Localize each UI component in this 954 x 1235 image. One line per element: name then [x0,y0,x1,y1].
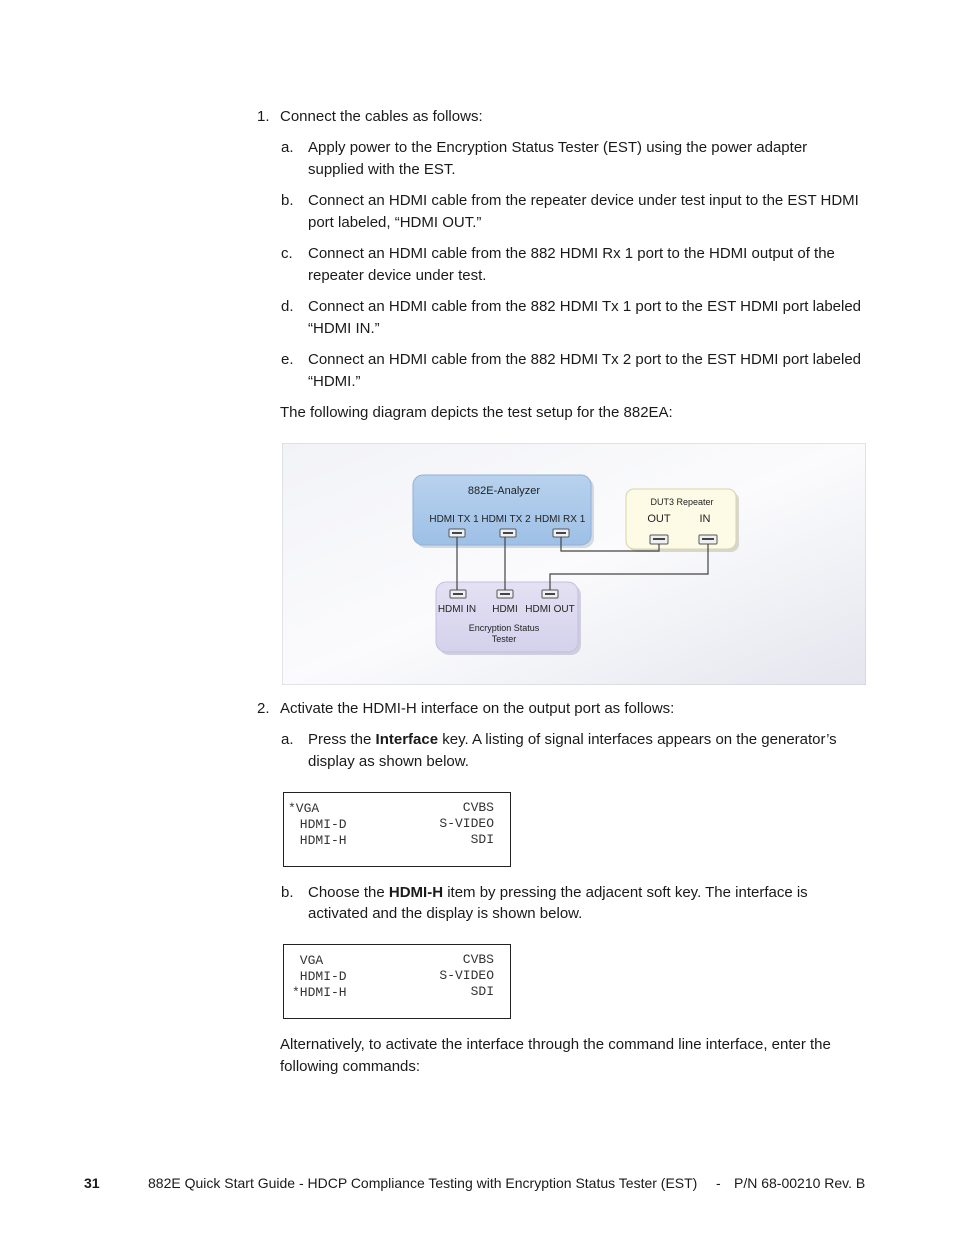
display-item: SDI [470,832,494,847]
alternative-text: Alternatively, to activate the interface through the command line interface, enter the [280,1036,831,1053]
display-item: S-VIDEO [439,816,494,831]
repeater-port-label: IN [699,513,711,525]
substep-text: port labeled, “HDMI OUT.” [308,214,482,231]
tester-title: Encryption Status [468,623,540,633]
interface-key-name: Interface [375,731,439,748]
repeater-box [626,489,739,552]
substep-letter: c. [281,245,293,262]
generator-display-1 [283,792,511,867]
substep-letter: a. [281,731,294,748]
footer-separator: - [716,1175,721,1191]
substep-text: supplied with the EST. [308,161,456,178]
analyzer-title: 882E-Analyzer [467,485,541,497]
substep-letter: b. [281,192,294,209]
display-item: *HDMI-H [292,985,347,1000]
display-item: HDMI-D [292,817,347,832]
tester-port-label: HDMI [492,604,518,615]
page-number: 31 [84,1175,100,1191]
substep-letter: d. [281,298,294,315]
hdmi-h-item-name: HDMI-H [388,884,444,901]
display-item: HDMI-H [292,833,347,848]
substep-text: “HDMI IN.” [308,320,380,337]
substep-text: display as shown below. [308,753,469,770]
substep-text: Apply power to the Encryption Status Tester (EST) using the power adapter [308,139,808,156]
alternative-text: following commands: [280,1058,421,1075]
generator-display-2 [283,944,511,1019]
tester-port-label: HDMI IN [437,604,477,615]
substep-text: Connect an HDMI cable from the repeater device under test input to the EST HDMI [308,192,859,209]
analyzer-port-label: HDMI TX 1 [429,514,479,525]
substep-letter: a. [281,139,294,156]
tester-port-label: HDMI OUT [525,604,575,615]
display-item: *VGA [288,801,320,816]
diagram-intro: The following diagram depicts the test setup for the 882EA: [280,404,673,421]
footer-part-number: P/N 68-00210 Rev. B [734,1175,866,1191]
substep-text: Connect an HDMI cable from the 882 HDMI Rx 1 port to the HDMI output of the [308,245,835,262]
tester-title: Tester [491,634,517,644]
substep-text: Connect an HDMI cable from the 882 HDMI Tx 1 port to the EST HDMI port labeled [308,298,862,315]
step-2-text: Activate the HDMI-H interface on the output port as follows: [280,700,675,717]
display-item: S-VIDEO [439,968,494,983]
substep-text: Press the Interface key. A listing of signal interfaces appears on the generator’s [308,731,837,748]
analyzer-box [413,475,594,548]
analyzer-port-label: HDMI RX 1 [534,514,586,525]
display-item: CVBS [462,952,494,967]
substep-letter: b. [281,884,294,901]
step-2-number: 2. [257,700,270,717]
analyzer-port-label: HDMI TX 2 [481,514,531,525]
substep-text: Connect an HDMI cable from the 882 HDMI Tx 2 port to the EST HDMI port labeled [308,351,862,368]
repeater-port-label: OUT [647,513,671,525]
substep-text: activated and the display is shown below. [308,905,583,922]
display-item: CVBS [462,800,494,815]
step-1-text: Connect the cables as follows: [280,108,483,125]
display-item: SDI [470,984,494,999]
repeater-title: DUT3 Repeater [650,497,714,507]
display-item: VGA [292,953,324,968]
test-setup-diagram [282,443,866,685]
display-item: HDMI-D [292,969,347,984]
substep-letter: e. [281,351,294,368]
footer-title: 882E Quick Start Guide - HDCP Compliance Testing with Encryption Status Tester (EST) [148,1175,698,1191]
substep-text: repeater device under test. [308,267,487,284]
encryption-status-tester-box [436,582,581,655]
substep-text: “HDMI.” [308,373,361,390]
step-1-number: 1. [257,108,270,125]
substep-text: Choose the HDMI-H item by pressing the adjacent soft key. The interface is [308,884,808,901]
